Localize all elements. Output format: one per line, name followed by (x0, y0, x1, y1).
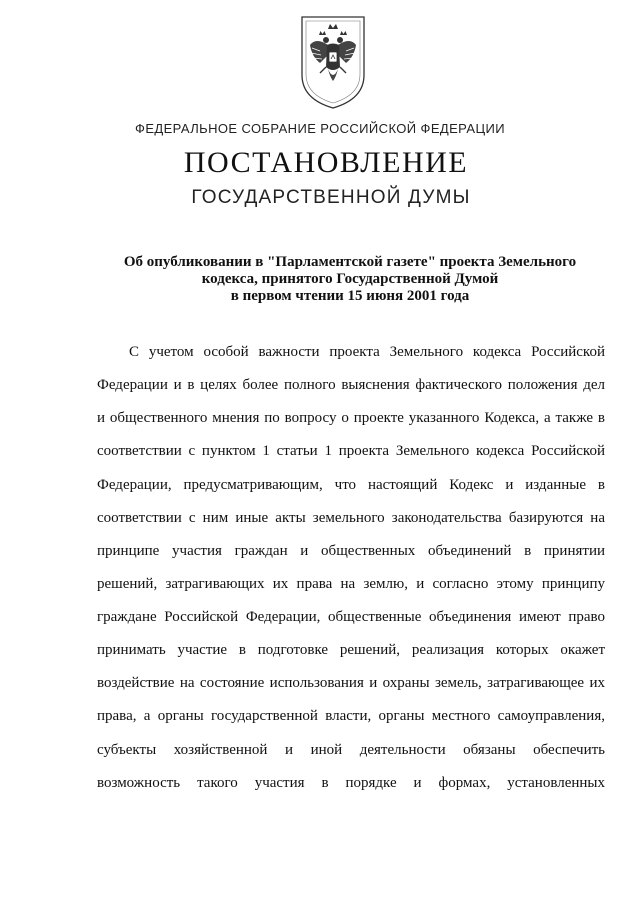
body-line: принимать участие в подготовке решений, реализация которых окажет (97, 642, 605, 658)
body-line: Федерации, предусматривающим, что настоящий Кодекс и изданные в (97, 477, 605, 493)
body-line: и общественного мнения по вопросу о проекте указанного Кодекса, а также в (97, 410, 605, 426)
body-line: соответствии с ним иные акты земельного законодательства базируются на (97, 510, 605, 526)
body-line: С учетом особой важности проекта Земельного кодекса Российской (129, 344, 605, 360)
heading-line: в первом чтении 15 июня 2001 года (230, 288, 470, 304)
heading-line: Об опубликовании в "Парламентской газете" проекта Земельного (123, 254, 577, 270)
body-line: соответствии с пунктом 1 статьи 1 проекта Земельного кодекса Российской (97, 443, 605, 459)
body-line: Федерации и в целях более полного выяснения фактического положения дел (97, 377, 605, 393)
body-line: граждане Российской Федерации, общественные объединения имеют право (97, 609, 605, 625)
issuer-subtitle: ГОСУДАРСТВЕННОЙ ДУМЫ (191, 187, 471, 208)
coat-of-arms-emblem (298, 15, 368, 110)
document-type-title: ПОСТАНОВЛЕНИЕ (183, 146, 469, 179)
body-line: права, а органы государственной власти, органы местного самоуправления, (97, 708, 605, 724)
heading-line: кодекса, принятого Государственной Думой (201, 271, 499, 287)
body-line: субъекты хозяйственной и иной деятельности обязаны обеспечить (97, 742, 605, 758)
body-line: возможность такого участия в порядке и формах, установленных (97, 775, 605, 791)
organization-name: ФЕДЕРАЛЬНОЕ СОБРАНИЕ РОССИЙСКОЙ ФЕДЕРАЦИИ (135, 121, 505, 136)
body-line: решений, затрагивающих их права на землю, и согласно этому принципу (97, 576, 605, 592)
body-line: принципе участия граждан и общественных объединений в принятии (97, 543, 605, 559)
body-line: воздействие на состояние использования и охраны земель, затрагивающее их (97, 675, 605, 691)
resolution-heading (100, 254, 600, 305)
